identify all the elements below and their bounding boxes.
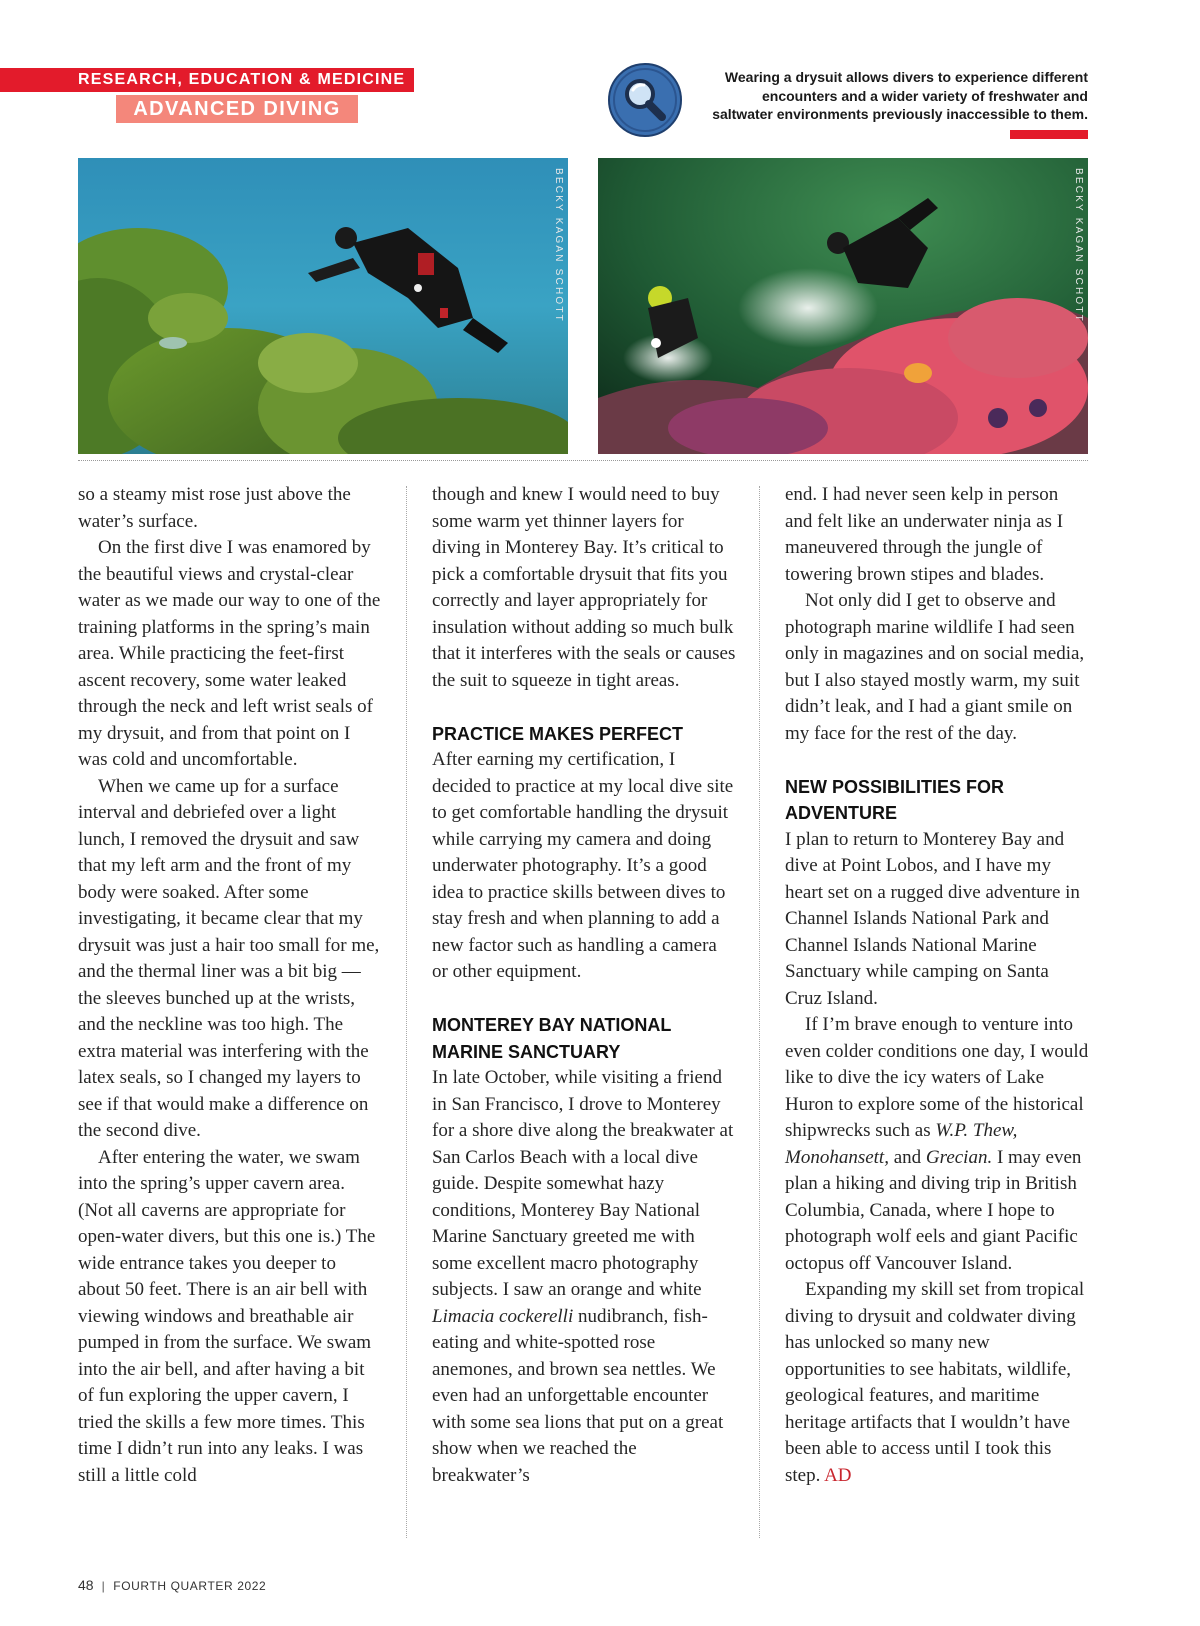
paragraph [785, 1277, 1089, 1489]
footer-separator: | [101, 1579, 106, 1593]
subheading: NEW POSSIBILITIES FOR ADVENTURE [785, 776, 1005, 823]
text-run: I may even plan a hiking and diving trip in British Columbia, Canada, where I hope to photograph wolf eels and giant Pacific octopus off Vancouver Island. [785, 1146, 1082, 1274]
photo-credit: BECKY KAGAN SCHOTT [1073, 168, 1084, 323]
text-run: and [888, 1146, 926, 1168]
paragraph: On the first dive I was enamored by the beautiful views and crystal-clear water as we made our way to one of the training platforms in the spring’s main area. While practicing the feet-first ascent recovery, some water leaked through the neck and left wrist seals of my drysuit, and from that point on I was cold and uncomfortable. [78, 537, 381, 770]
subheading: PRACTICE MAKES PERFECT [432, 723, 684, 744]
callout-accent-bar [1010, 130, 1088, 139]
paragraph: Not only did I get to observe and photograph marine wildlife I had seen only in magazines and on social media, but I also stayed mostly warm, my suit didn’t leak, and I had a giant smile on my face for the rest of the day. [785, 590, 1085, 744]
photo-divers-red-reef [598, 158, 1088, 454]
column-divider [759, 486, 760, 1538]
page-number: 48 [78, 1577, 94, 1593]
photo-divider-rule [78, 460, 1088, 461]
paragraph: When we came up for a surface interval and debriefed over a light lunch, I removed the drysuit and saw that my left arm and the front of my body were soaked. After some investigating, it became clear that my drysuit was just a hair too small for me, and the thermal liner was a bit big — the sleeves bunched up at the wrists, and the neckline was too high. The extra material was interfering with the latex seals, so I changed my layers to see if that would make a difference on the second dive. [78, 775, 380, 1141]
column-divider [406, 486, 407, 1538]
paragraph [432, 1065, 736, 1489]
article-column-3 [785, 482, 1089, 1489]
header-callout: Wearing a drysuit allows divers to experience different encounters and a wider variety of freshwater and saltwater environments previously inaccessible to them. [712, 69, 1088, 122]
paragraph: though and knew I would need to buy some warm yet thinner layers for diving in Monterey Bay. It’s critical to pick a comfortable drysuit that fits you correctly and layer appropriately for insulation without adding so much bulk that it interferes with the seals or causes the suit to squeeze in tight areas. [432, 484, 736, 691]
paragraph: end. I had never seen kelp in person and felt like an underwater ninja as I maneuvered through the jungle of towering brown stipes and blades. [785, 484, 1064, 585]
issue-label: FOURTH QUARTER 2022 [113, 1579, 267, 1593]
magnifier-icon [607, 62, 683, 138]
subheading: MONTEREY BAY NATIONAL MARINE SANCTUARY [432, 1015, 672, 1062]
photo-credit: BECKY KAGAN SCHOTT [553, 168, 564, 323]
subsection-tag: ADVANCED DIVING [116, 95, 358, 123]
article-column-2 [432, 482, 736, 1489]
text-run: In late October, while visiting a friend in San Francisco, I drove to Monterey for a shore dive along the breakwater at San Carlos Beach with a local dive guide. Despite somewhat hazy conditions, Monterey Bay National Marine Sanctuary greeted me with some excellent macro photography subjects. I saw an orange and white [432, 1067, 734, 1300]
shipwreck-name: Grecian. [925, 1146, 993, 1168]
paragraph: After entering the water, we swam into the spring’s upper cavern area. (Not all caverns are appropriate for open-water divers, but this one is.) The wide entrance takes you deeper to about 50 feet. There is an air bell with viewing windows and breathable air pumped in from the surface. We swam into the air bell, and after having a bit of fun exploring the upper cavern, I tried the skills a few more times. This time I didn’t run into any leaks. I was still a little cold [78, 1146, 376, 1486]
end-mark: AD [824, 1464, 852, 1486]
shipwreck-names: W.P. Thew, Monohansett, [785, 1120, 1018, 1168]
text-run: If I’m brave enough to venture into even colder conditions one day, I would like to dive the icy waters of Lake Huron to explore some of the historical shipwrecks such as [785, 1014, 1089, 1141]
photo-diver-green-rocks [78, 158, 568, 454]
section-tag: RESEARCH, EDUCATION & MEDICINE [0, 68, 414, 92]
species-name: Limacia cockerelli [432, 1305, 574, 1327]
paragraph [785, 1012, 1089, 1277]
paragraph: After earning my certification, I decided to practice at my local dive site to get comfortable handling the drysuit while carrying my camera and doing underwater photography. It’s a good idea to practice skills between dives to stay fresh and when planning to add a new factor such as handling a camera or other equipment. [432, 749, 734, 982]
page-footer [78, 1577, 266, 1593]
article-column-1 [78, 482, 382, 1489]
paragraph: I plan to return to Monterey Bay and dive at Point Lobos, and I have my heart set on a rugged dive adventure in Channel Islands National Park and Channel Islands National Marine Sanctuary while camping on Santa Cruz Island. [785, 828, 1080, 1009]
text-run: Expanding my skill set from tropical diving to drysuit and coldwater diving has unlocked so many new opportunities to see habitats, wildlife, geological features, and maritime heritage artifacts that I wouldn’t have been able to access until I took this step. [785, 1279, 1085, 1486]
text-run: nudibranch, fish-eating and white-spotted rose anemones, and brown sea nettles. We even had an unforgettable encounter with some sea lions that put on a great show when we reached the breakwater’s [432, 1305, 724, 1486]
paragraph: so a steamy mist rose just above the water’s surface. [78, 484, 351, 532]
